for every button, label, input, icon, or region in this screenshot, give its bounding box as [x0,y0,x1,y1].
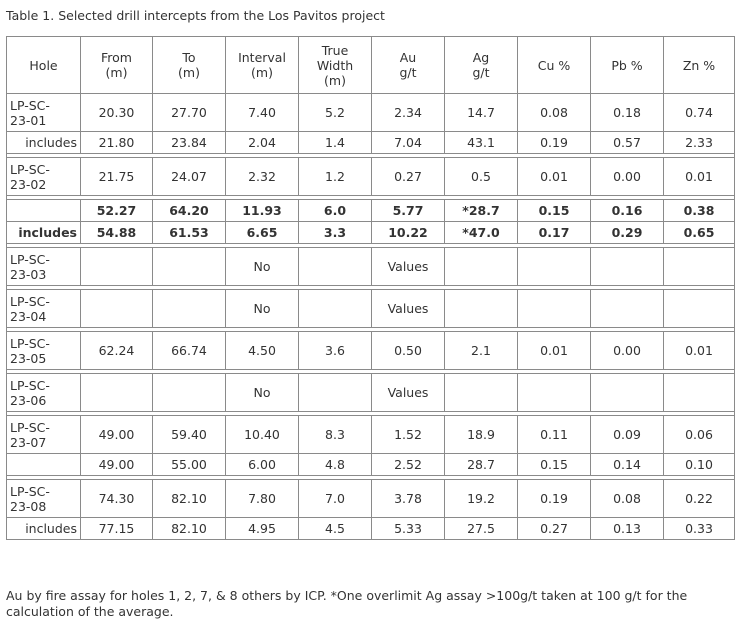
value-cell: 4.5 [299,518,372,540]
header-row [7,37,735,94]
value-cell: 23.84 [153,132,226,154]
value-cell: 0.33 [664,518,735,540]
value-cell [445,290,518,328]
value-cell [664,248,735,286]
table-row [7,416,735,454]
value-cell: 0.19 [518,480,591,518]
value-cell [591,374,664,412]
value-cell: 7.80 [226,480,299,518]
hole-cell [7,200,81,222]
value-cell [299,290,372,328]
value-cell: 82.10 [153,518,226,540]
value-cell: 62.24 [81,332,153,370]
value-cell: 2.04 [226,132,299,154]
value-cell: 3.3 [299,222,372,244]
value-cell: 5.33 [372,518,445,540]
hole-cell: LP-SC- 23-03 [7,248,81,286]
value-cell [664,290,735,328]
value-cell: No [226,290,299,328]
value-cell [591,248,664,286]
value-cell: 59.40 [153,416,226,454]
value-cell: 0.38 [664,200,735,222]
value-cell: 0.15 [518,200,591,222]
value-cell: 1.52 [372,416,445,454]
table-row [7,332,735,370]
value-cell [81,374,153,412]
value-cell: 7.40 [226,94,299,132]
value-cell: 0.01 [664,158,735,196]
table-caption: Table 1. Selected drill intercepts from the Los Pavitos project [6,8,385,23]
value-cell [518,290,591,328]
value-cell [664,374,735,412]
value-cell: Values [372,290,445,328]
table-row [7,374,735,412]
value-cell [445,374,518,412]
value-cell: 49.00 [81,454,153,476]
hole-cell: LP-SC- 23-07 [7,416,81,454]
value-cell: 0.5 [445,158,518,196]
value-cell: 2.32 [226,158,299,196]
header-ag: Ag g/t [445,37,518,94]
hole-cell: LP-SC- 23-04 [7,290,81,328]
hole-cell: LP-SC- 23-05 [7,332,81,370]
value-cell: 2.52 [372,454,445,476]
value-cell: 0.19 [518,132,591,154]
value-cell: 2.33 [664,132,735,154]
value-cell: 0.15 [518,454,591,476]
value-cell: 0.74 [664,94,735,132]
value-cell: 10.22 [372,222,445,244]
table-row [7,480,735,518]
value-cell: 0.01 [518,332,591,370]
value-cell: 7.0 [299,480,372,518]
value-cell: 1.2 [299,158,372,196]
table-row [7,248,735,286]
value-cell: 20.30 [81,94,153,132]
value-cell: No [226,374,299,412]
value-cell: 11.93 [226,200,299,222]
value-cell [153,374,226,412]
table-row [7,94,735,132]
value-cell: 0.00 [591,332,664,370]
value-cell: 0.09 [591,416,664,454]
value-cell: 0.57 [591,132,664,154]
value-cell: 21.75 [81,158,153,196]
value-cell: 61.53 [153,222,226,244]
drill-intercepts-table [6,36,735,540]
value-cell: 0.22 [664,480,735,518]
value-cell: 0.65 [664,222,735,244]
value-cell: 52.27 [81,200,153,222]
value-cell: 0.14 [591,454,664,476]
value-cell: 6.65 [226,222,299,244]
table-row [7,132,735,154]
value-cell [445,248,518,286]
value-cell: 6.00 [226,454,299,476]
footnote: Au by fire assay for holes 1, 2, 7, & 8 others by ICP. *One overlimit Ag assay >100g/t taken at 100 g/t for the calculation of the average. [6,588,688,619]
value-cell [518,248,591,286]
value-cell [153,290,226,328]
value-cell [153,248,226,286]
table-row [7,290,735,328]
value-cell: 0.50 [372,332,445,370]
value-cell [299,374,372,412]
value-cell: 43.1 [445,132,518,154]
header-pb: Pb % [591,37,664,94]
hole-cell: LP-SC- 23-01 [7,94,81,132]
value-cell: 19.2 [445,480,518,518]
table-row [7,518,735,540]
table-row [7,222,735,244]
value-cell [591,290,664,328]
value-cell: 8.3 [299,416,372,454]
hole-cell: LP-SC- 23-08 [7,480,81,518]
value-cell: 24.07 [153,158,226,196]
value-cell: 66.74 [153,332,226,370]
value-cell: 0.27 [518,518,591,540]
value-cell: *47.0 [445,222,518,244]
value-cell: 0.08 [591,480,664,518]
value-cell: 6.0 [299,200,372,222]
header-au: Au g/t [372,37,445,94]
value-cell: 55.00 [153,454,226,476]
hole-cell: LP-SC- 23-06 [7,374,81,412]
value-cell: 54.88 [81,222,153,244]
hole-cell: includes [7,518,81,540]
value-cell: 18.9 [445,416,518,454]
hole-cell: includes [7,222,81,244]
value-cell: 7.04 [372,132,445,154]
value-cell [518,374,591,412]
value-cell: 0.16 [591,200,664,222]
header-from: From (m) [81,37,153,94]
value-cell: 0.29 [591,222,664,244]
value-cell [299,248,372,286]
value-cell: 4.50 [226,332,299,370]
value-cell: 21.80 [81,132,153,154]
value-cell: 0.06 [664,416,735,454]
value-cell: 2.1 [445,332,518,370]
value-cell: 0.08 [518,94,591,132]
value-cell: 0.27 [372,158,445,196]
table-row [7,200,735,222]
value-cell: 27.70 [153,94,226,132]
value-cell: 10.40 [226,416,299,454]
value-cell: *28.7 [445,200,518,222]
header-to: To (m) [153,37,226,94]
value-cell: 4.95 [226,518,299,540]
header-hole: Hole [7,37,81,94]
value-cell: 5.2 [299,94,372,132]
value-cell: 64.20 [153,200,226,222]
value-cell: 5.77 [372,200,445,222]
value-cell: Values [372,374,445,412]
value-cell: 1.4 [299,132,372,154]
value-cell: 0.01 [518,158,591,196]
header-zn: Zn % [664,37,735,94]
hole-cell [7,454,81,476]
value-cell: 3.6 [299,332,372,370]
value-cell [81,290,153,328]
hole-cell: LP-SC- 23-02 [7,158,81,196]
value-cell [81,248,153,286]
value-cell: 2.34 [372,94,445,132]
value-cell: 4.8 [299,454,372,476]
value-cell: Values [372,248,445,286]
hole-cell: includes [7,132,81,154]
value-cell: 0.11 [518,416,591,454]
value-cell: 0.01 [664,332,735,370]
value-cell: 28.7 [445,454,518,476]
value-cell: 27.5 [445,518,518,540]
value-cell: No [226,248,299,286]
value-cell: 82.10 [153,480,226,518]
value-cell: 3.78 [372,480,445,518]
header-true-width: True Width (m) [299,37,372,94]
value-cell: 49.00 [81,416,153,454]
table-row [7,454,735,476]
value-cell: 74.30 [81,480,153,518]
header-cu: Cu % [518,37,591,94]
value-cell: 77.15 [81,518,153,540]
value-cell: 14.7 [445,94,518,132]
table-row [7,158,735,196]
value-cell: 0.17 [518,222,591,244]
value-cell: 0.10 [664,454,735,476]
header-interval: Interval (m) [226,37,299,94]
value-cell: 0.18 [591,94,664,132]
value-cell: 0.13 [591,518,664,540]
value-cell: 0.00 [591,158,664,196]
